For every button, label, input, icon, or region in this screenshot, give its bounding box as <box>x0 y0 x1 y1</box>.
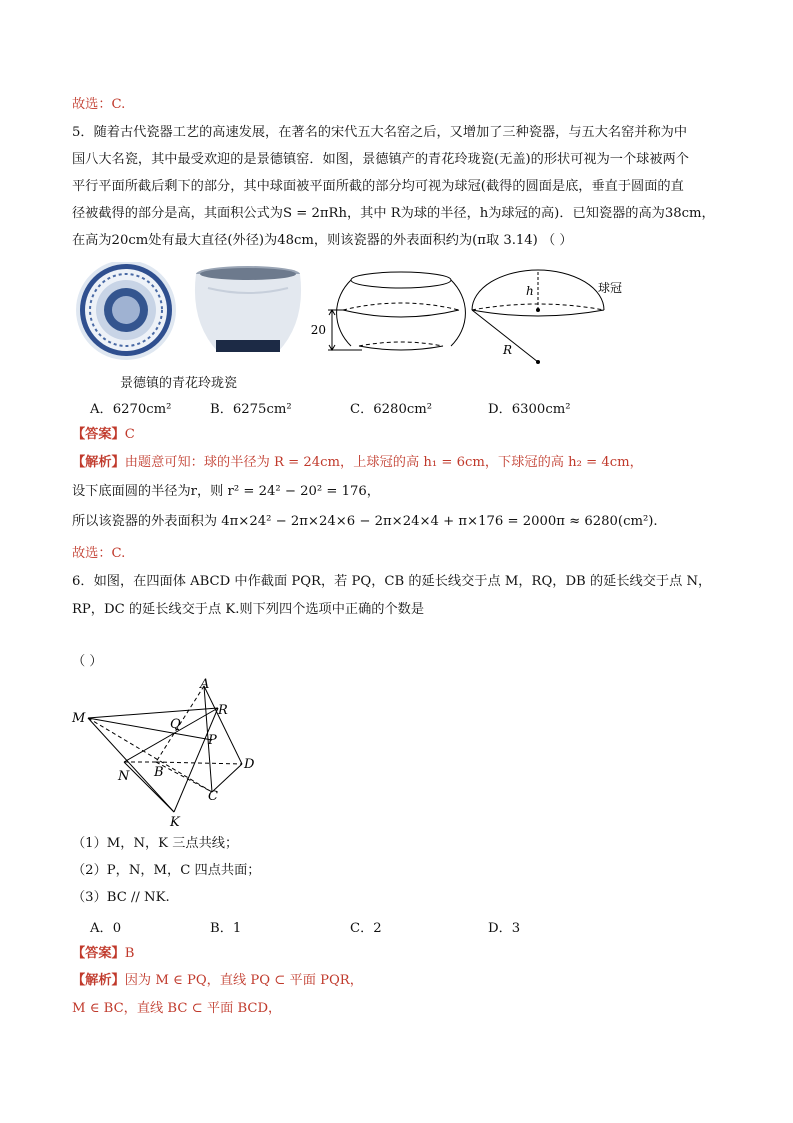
q5-line-2: 国八大名瓷，其中最受欢迎的是景德镇窑．如图，景德镇产的青花玲珑瓷(无盖)的形状可视为一个球被两个 <box>72 152 689 167</box>
point-label-r: R <box>218 703 228 718</box>
spherical-cap-diagram <box>472 270 604 362</box>
q6-statement-3: （3）BC // NK. <box>72 890 170 905</box>
q6-paren: （ ） <box>72 654 103 669</box>
bowl-image <box>195 266 301 352</box>
point-label-n: N <box>118 769 130 784</box>
q5-line-4: 径被截得的部分是高，其面积公式为S = 2πRh，其中 R为球的半径，h为球冠的高)．已知瓷器的高为38cm， <box>72 206 715 221</box>
q6-option-c: C．2 <box>350 921 382 936</box>
q6-line-2: RP，DC 的延长线交于点 K.则下列四个选项中正确的个数是 <box>72 602 425 617</box>
figure-caption: 景德镇的青花玲珑瓷 <box>120 376 238 391</box>
q6-option-a: A．0 <box>90 921 122 936</box>
q6-line-1: 6．如图，在四面体 ABCD 中作截面 PQR，若 PQ，CB 的延长线交于点 M，RQ，DB 的延长线交于点 N， <box>72 574 712 589</box>
q6-analysis-2: M ∈ BC，直线 BC ⊂ 平面 BCD， <box>72 1001 282 1016</box>
point-label-m: M <box>72 711 86 726</box>
cap-label: 球冠 <box>598 281 623 295</box>
q5-conclusion: 故选：C. <box>72 546 126 561</box>
q5-option-c: C．6280cm² <box>350 402 433 417</box>
truncated-sphere-diagram <box>328 272 465 350</box>
tetrahedron-labels <box>71 677 255 828</box>
q5-figures <box>70 262 630 370</box>
q5-analysis-3: 所以该瓷器的外表面积为 4π×24² − 2π×24×6 − 2π×24×4 + π×176 = 2000π ≈ 6280(cm²). <box>72 514 658 529</box>
q6-statement-2: （2）P，N，M，C 四点共面； <box>72 863 261 878</box>
q5-option-d: D．6300cm² <box>488 402 571 417</box>
q5-option-b: B．6275cm² <box>210 402 292 417</box>
point-label-k: K <box>170 815 180 828</box>
plate-image <box>76 262 176 360</box>
q5-analysis-2: 设下底面圆的半径为r，则 r² = 24² − 20² = 176， <box>72 484 380 499</box>
point-label-p: P <box>208 733 217 748</box>
q6-analysis-1: 【解析】因为 M ∈ PQ，直线 PQ ⊂ 平面 PQR， <box>72 973 363 988</box>
point-label-a: A <box>200 677 210 692</box>
q5-analysis-1: 【解析】由题意可知：球的半径为 R = 24cm，上球冠的高 h₁ = 6cm，下球冠的高 h₂ = 4cm， <box>72 455 643 470</box>
q5-answer: 【答案】C <box>72 427 135 442</box>
q5-option-a: A．6270cm² <box>90 402 172 417</box>
radius-label: R <box>503 343 513 357</box>
q6-option-b: B．1 <box>210 921 242 936</box>
point-label-b: B <box>154 765 164 780</box>
cap-height-label: h <box>526 284 534 298</box>
q6-answer: 【答案】B <box>72 946 135 961</box>
q6-option-d: D．3 <box>488 921 521 936</box>
height-label-20: 20 <box>310 323 326 337</box>
point-label-d: D <box>244 757 255 772</box>
q5-line-5: 在高为20cm处有最大直径(外径)为48cm，则该瓷器的外表面积约为(π取 3.14) （ ） <box>72 233 573 248</box>
q6-statement-1: （1）M，N，K 三点共线； <box>72 836 239 851</box>
q5-line-3: 平行平面所截后剩下的部分，其中球面被平面所截的部分均可视为球冠(截得的圆面是底，垂直于圆面的直 <box>72 179 684 194</box>
point-label-q: Q <box>170 717 181 732</box>
point-label-c: C <box>208 789 218 804</box>
tetrahedron-diagram <box>70 676 270 828</box>
q4-conclusion: 故选：C. <box>72 97 126 112</box>
q5-line-1: 5．随着古代瓷器工艺的高速发展，在著名的宋代五大名窑之后，又增加了三种瓷器，与五大名窑并称为中 <box>72 125 688 140</box>
